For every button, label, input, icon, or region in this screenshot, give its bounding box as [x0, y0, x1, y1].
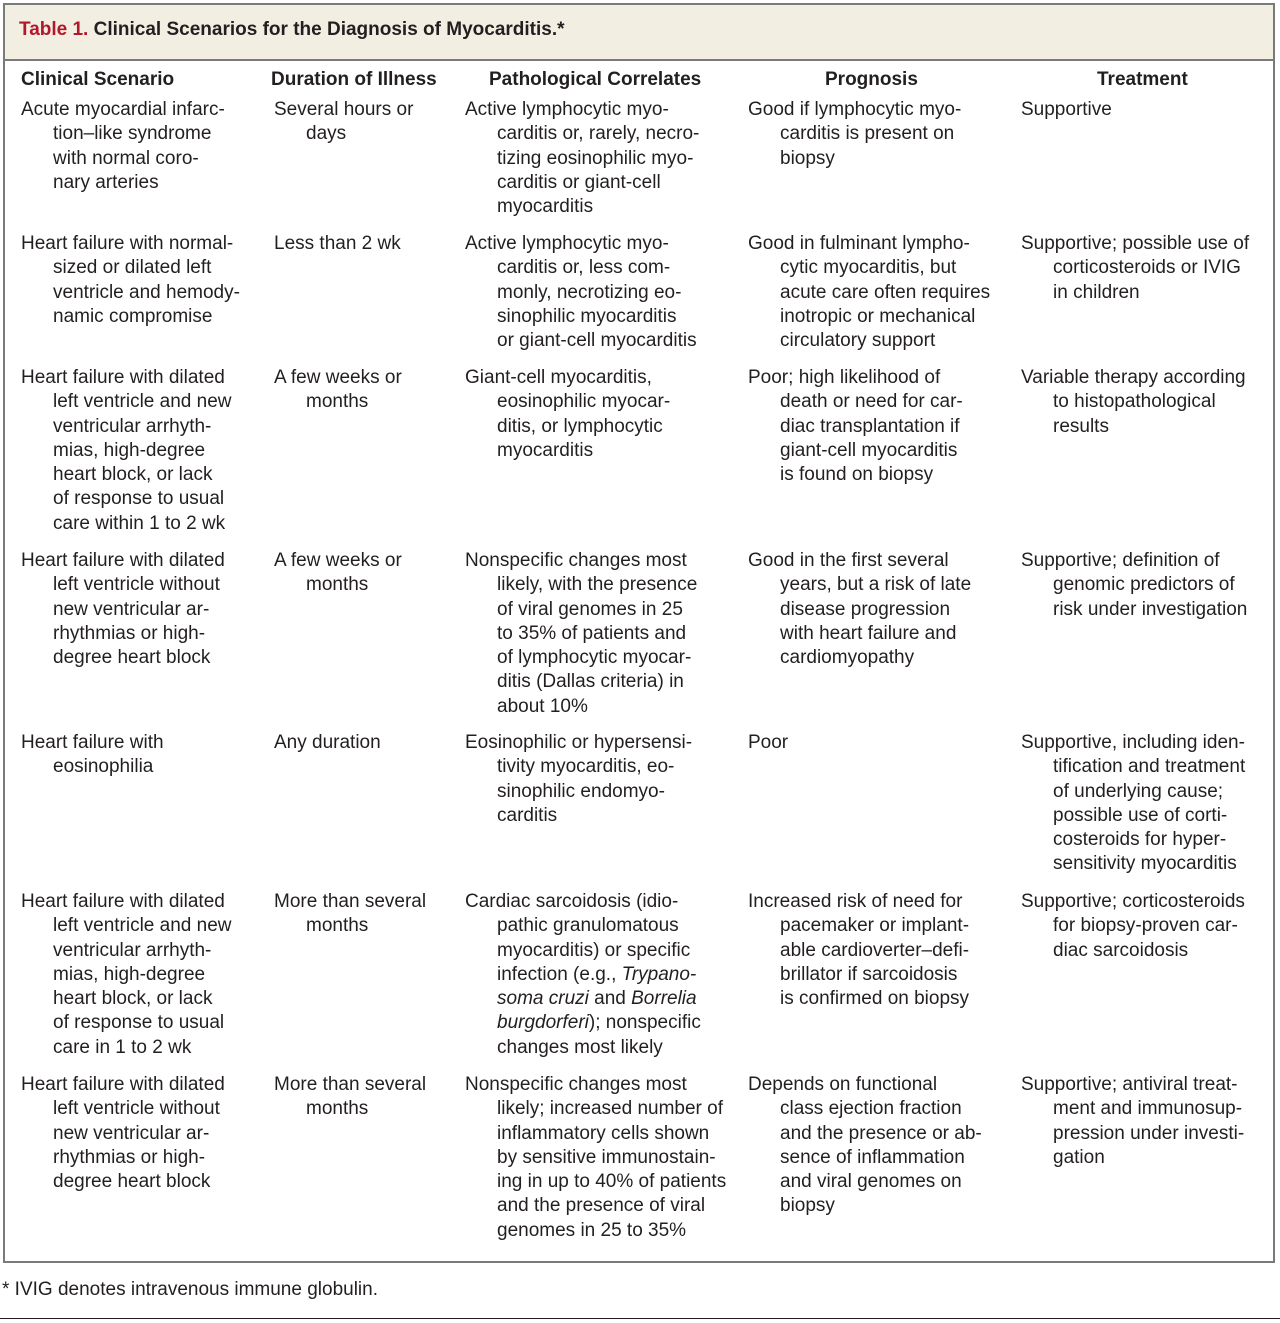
cell-treatment — [1021, 549, 1273, 622]
cell-line: Heart failure with dilated — [21, 1074, 225, 1095]
cell-line: left ventricle without — [53, 1098, 220, 1120]
cell-line: of response to usual — [53, 488, 225, 510]
cell-line: of lymphocytic myocar- — [497, 647, 692, 669]
cell-line: ventricle and hemody- — [53, 281, 240, 303]
cell-prognosis — [748, 1073, 1008, 1219]
cell-line: A few weeks or — [274, 367, 402, 388]
cell-pathological-correlates — [465, 366, 741, 463]
cell-treatment — [1021, 731, 1273, 877]
cell-pathological-correlates — [465, 549, 741, 719]
cell-line: pression under investi- — [1053, 1122, 1245, 1144]
cell-pathological-correlates — [465, 232, 741, 353]
cell-line: inotropic or mechanical — [780, 305, 976, 327]
cell-line: Giant-cell myocarditis, — [465, 367, 652, 388]
cell-line: genomes in 25 to 35% — [497, 1219, 687, 1241]
cell-line: able cardioverter–defi- — [780, 939, 970, 961]
cell-line: tification and treatment — [1053, 756, 1246, 778]
cell-line: sized or dilated left — [53, 257, 212, 279]
cell-line: ment and immunosup- — [1053, 1098, 1243, 1120]
cell-line: degree heart block — [53, 647, 211, 669]
cell-duration — [274, 731, 454, 755]
cell-line: mias, high-degree — [53, 439, 206, 461]
cell-prognosis — [748, 731, 1008, 755]
cell-line: and the presence of viral — [497, 1195, 706, 1217]
cell-line: Cardiac sarcoidosis (idio- — [465, 891, 679, 912]
cell-clinical-scenario — [21, 890, 261, 1060]
cell-line: carditis or, rarely, necro- — [497, 123, 700, 145]
cell-line: sinophilic myocarditis — [497, 305, 677, 327]
cell-line: rhythmias or high- — [53, 1146, 206, 1168]
cell-line: diac transplantation if — [780, 415, 960, 437]
cell-line: Heart failure with dilated — [21, 367, 225, 388]
cell-line: and viral genomes on — [780, 1171, 962, 1193]
cell-line: rhythmias or high- — [53, 622, 206, 644]
cell-line: nary arteries — [53, 171, 159, 193]
cell-line: soma cruzi and Borrelia — [497, 988, 697, 1010]
header-duration-of-illness: Duration of Illness — [271, 69, 437, 90]
cell-line: ditis, or lymphocytic — [497, 415, 663, 437]
cell-line: sence of inflammation — [780, 1146, 965, 1168]
cell-line: inflammatory cells shown — [497, 1122, 710, 1144]
cell-line: of underlying cause; — [1053, 780, 1224, 802]
cell-duration — [274, 366, 454, 415]
cell-line: Variable therapy according — [1021, 367, 1246, 388]
cell-line: genomic predictors of — [1053, 574, 1235, 596]
cell-line: Active lymphocytic myo- — [465, 99, 669, 120]
table-footnote: * IVIG denotes intravenous immune globulin. — [2, 1279, 378, 1300]
cell-line: is confirmed on biopsy — [780, 988, 970, 1010]
cell-line: to histopathological — [1053, 391, 1216, 413]
table-label: Table 1. — [19, 19, 89, 40]
cell-clinical-scenario — [21, 366, 261, 536]
cell-line: carditis or, less com- — [497, 257, 671, 279]
cell-line: pacemaker or implant- — [780, 915, 970, 937]
cell-line: eosinophilia — [53, 756, 154, 778]
cell-line: Less than 2 wk — [274, 233, 401, 254]
cell-prognosis — [748, 549, 1008, 670]
cell-line: Supportive; possible use of — [1021, 233, 1250, 254]
cell-line: heart block, or lack — [53, 988, 213, 1010]
cell-line: left ventricle and new — [53, 391, 232, 413]
cell-prognosis — [748, 366, 1008, 487]
cell-line: biopsy — [780, 147, 835, 169]
cell-line: carditis is present on — [780, 123, 955, 145]
cell-line: death or need for car- — [780, 391, 963, 413]
cell-line: left ventricle without — [53, 574, 220, 596]
cell-duration — [274, 98, 454, 147]
cell-line: pathic granulomatous — [497, 915, 679, 937]
cell-line: Active lymphocytic myo- — [465, 233, 669, 254]
cell-line: Heart failure with dilated — [21, 550, 225, 571]
header-clinical-scenario: Clinical Scenario — [21, 69, 175, 90]
cell-line: Good in fulminant lympho- — [748, 233, 970, 254]
cell-line: Heart failure with dilated — [21, 891, 225, 912]
cell-prognosis — [748, 890, 1008, 1011]
cell-pathological-correlates — [465, 890, 741, 1060]
cell-line: carditis — [497, 804, 558, 826]
cell-line: infection (e.g., Trypano- — [497, 963, 697, 985]
table-frame — [3, 3, 1275, 1263]
table-title: Clinical Scenarios for the Diagnosis of Myocarditis.* — [93, 19, 565, 40]
cell-line: giant-cell myocarditis — [780, 439, 958, 461]
cell-duration — [274, 890, 454, 939]
cell-line: class ejection fraction — [780, 1098, 962, 1120]
cell-pathological-correlates — [465, 731, 741, 828]
cell-line: months — [306, 391, 369, 413]
cell-duration — [274, 1073, 454, 1122]
cell-line: Eosinophilic or hypersensi- — [465, 732, 693, 753]
cell-line: ing in up to 40% of patients — [497, 1171, 727, 1193]
cell-line: costeroids for hyper- — [1053, 829, 1227, 851]
cell-line: Nonspecific changes most — [465, 1074, 687, 1095]
cell-line: Good in the first several — [748, 550, 949, 571]
cell-line: risk under investigation — [1053, 598, 1248, 620]
cell-line: sensitivity myocarditis — [1053, 853, 1237, 875]
cell-treatment — [1021, 232, 1273, 305]
cell-line: in children — [1053, 281, 1140, 303]
cell-treatment — [1021, 1073, 1273, 1170]
cell-line: months — [306, 915, 369, 937]
cell-line: Good if lymphocytic myo- — [748, 99, 962, 120]
cell-line: Several hours or — [274, 99, 414, 120]
cell-line: Poor — [748, 732, 789, 753]
cell-line: Heart failure with — [21, 732, 164, 753]
cell-line: Heart failure with normal- — [21, 233, 234, 254]
cell-line: left ventricle and new — [53, 915, 232, 937]
cell-clinical-scenario — [21, 1073, 261, 1194]
cell-line: new ventricular ar- — [53, 1122, 210, 1144]
cell-line: carditis or giant-cell — [497, 171, 661, 193]
cell-clinical-scenario — [21, 98, 261, 195]
cell-line: with normal coro- — [53, 147, 199, 169]
cell-line: possible use of corti- — [1053, 804, 1228, 826]
header-treatment: Treatment — [1097, 69, 1188, 90]
cell-line: months — [306, 574, 369, 596]
cell-line: days — [306, 123, 347, 145]
header-pathological-correlates: Pathological Correlates — [489, 69, 702, 90]
header-prognosis: Prognosis — [825, 69, 918, 90]
cell-line: is found on biopsy — [780, 464, 934, 486]
cell-pathological-correlates — [465, 1073, 741, 1243]
cell-line: myocarditis — [497, 439, 594, 461]
cell-line: Supportive, including iden- — [1021, 732, 1245, 753]
cell-line: burgdorferi); nonspecific — [497, 1012, 701, 1034]
cell-line: with heart failure and — [780, 622, 957, 644]
cell-line: tivity myocarditis, eo- — [497, 756, 675, 778]
cell-line: More than several — [274, 891, 427, 912]
cell-line: eosinophilic myocar- — [497, 391, 671, 413]
cell-line: months — [306, 1098, 369, 1120]
cell-prognosis — [748, 232, 1008, 353]
cell-line: likely; increased number of — [497, 1098, 723, 1120]
cell-line: corticosteroids or IVIG — [1053, 257, 1241, 279]
cell-duration — [274, 549, 454, 598]
cell-line: Increased risk of need for — [748, 891, 963, 912]
cell-line: for biopsy-proven car- — [1053, 915, 1238, 937]
cell-line: brillator if sarcoidosis — [780, 963, 958, 985]
cell-line: diac sarcoidosis — [1053, 939, 1189, 961]
cell-line: sinophilic endomyo- — [497, 780, 665, 802]
cell-pathological-correlates — [465, 98, 741, 219]
cell-treatment — [1021, 98, 1273, 122]
cell-line: about 10% — [497, 695, 588, 717]
cell-line: likely, with the presence — [497, 574, 698, 596]
cell-line: of response to usual — [53, 1012, 225, 1034]
cell-line: circulatory support — [780, 330, 936, 352]
cell-line: by sensitive immunostain- — [497, 1146, 716, 1168]
table-title-bar — [5, 5, 1273, 61]
cell-line: Supportive; corticosteroids — [1021, 891, 1245, 912]
cell-line: Acute myocardial infarc- — [21, 99, 225, 120]
cell-line: cytic myocarditis, but — [780, 257, 957, 279]
cell-line: More than several — [274, 1074, 427, 1095]
cell-line: Any duration — [274, 732, 381, 753]
cell-clinical-scenario — [21, 549, 261, 670]
cell-clinical-scenario — [21, 731, 261, 780]
cell-line: myocarditis — [497, 196, 594, 218]
cell-duration — [274, 232, 454, 256]
cell-line: cardiomyopathy — [780, 647, 915, 669]
cell-line: ditis (Dallas criteria) in — [497, 671, 684, 693]
cell-line: to 35% of patients and — [497, 622, 687, 644]
cell-prognosis — [748, 98, 1008, 171]
cell-line: care within 1 to 2 wk — [53, 512, 226, 534]
cell-line: mias, high-degree — [53, 963, 206, 985]
cell-line: care in 1 to 2 wk — [53, 1036, 192, 1058]
cell-line: Supportive; definition of — [1021, 550, 1220, 571]
cell-line: Nonspecific changes most — [465, 550, 687, 571]
cell-line: tion–like syndrome — [53, 123, 212, 145]
cell-line: biopsy — [780, 1195, 835, 1217]
cell-line: or giant-cell myocarditis — [497, 330, 697, 352]
cell-line: Supportive; antiviral treat- — [1021, 1074, 1238, 1095]
cell-line: ventricular arrhyth- — [53, 415, 212, 437]
cell-line: gation — [1053, 1146, 1105, 1168]
cell-clinical-scenario — [21, 232, 261, 329]
cell-line: heart block, or lack — [53, 464, 213, 486]
cell-line: acute care often requires — [780, 281, 991, 303]
cell-line: myocarditis) or specific — [497, 939, 691, 961]
cell-treatment — [1021, 890, 1273, 963]
cell-line: degree heart block — [53, 1171, 211, 1193]
cell-line: namic compromise — [53, 305, 213, 327]
cell-line: disease progression — [780, 598, 951, 620]
cell-line: of viral genomes in 25 — [497, 598, 683, 620]
cell-line: results — [1053, 415, 1109, 437]
cell-line: Supportive — [1021, 99, 1112, 120]
cell-line: ventricular arrhyth- — [53, 939, 212, 961]
cell-line: changes most likely — [497, 1036, 663, 1058]
cell-treatment — [1021, 366, 1273, 439]
cell-line: monly, necrotizing eo- — [497, 281, 682, 303]
cell-line: and the presence or ab- — [780, 1122, 982, 1144]
cell-line: A few weeks or — [274, 550, 402, 571]
bottom-rule — [0, 1318, 1280, 1319]
cell-line: Depends on functional — [748, 1074, 938, 1095]
cell-line: tizing eosinophilic myo- — [497, 147, 694, 169]
cell-line: new ventricular ar- — [53, 598, 210, 620]
cell-line: years, but a risk of late — [780, 574, 972, 596]
cell-line: Poor; high likelihood of — [748, 367, 941, 388]
